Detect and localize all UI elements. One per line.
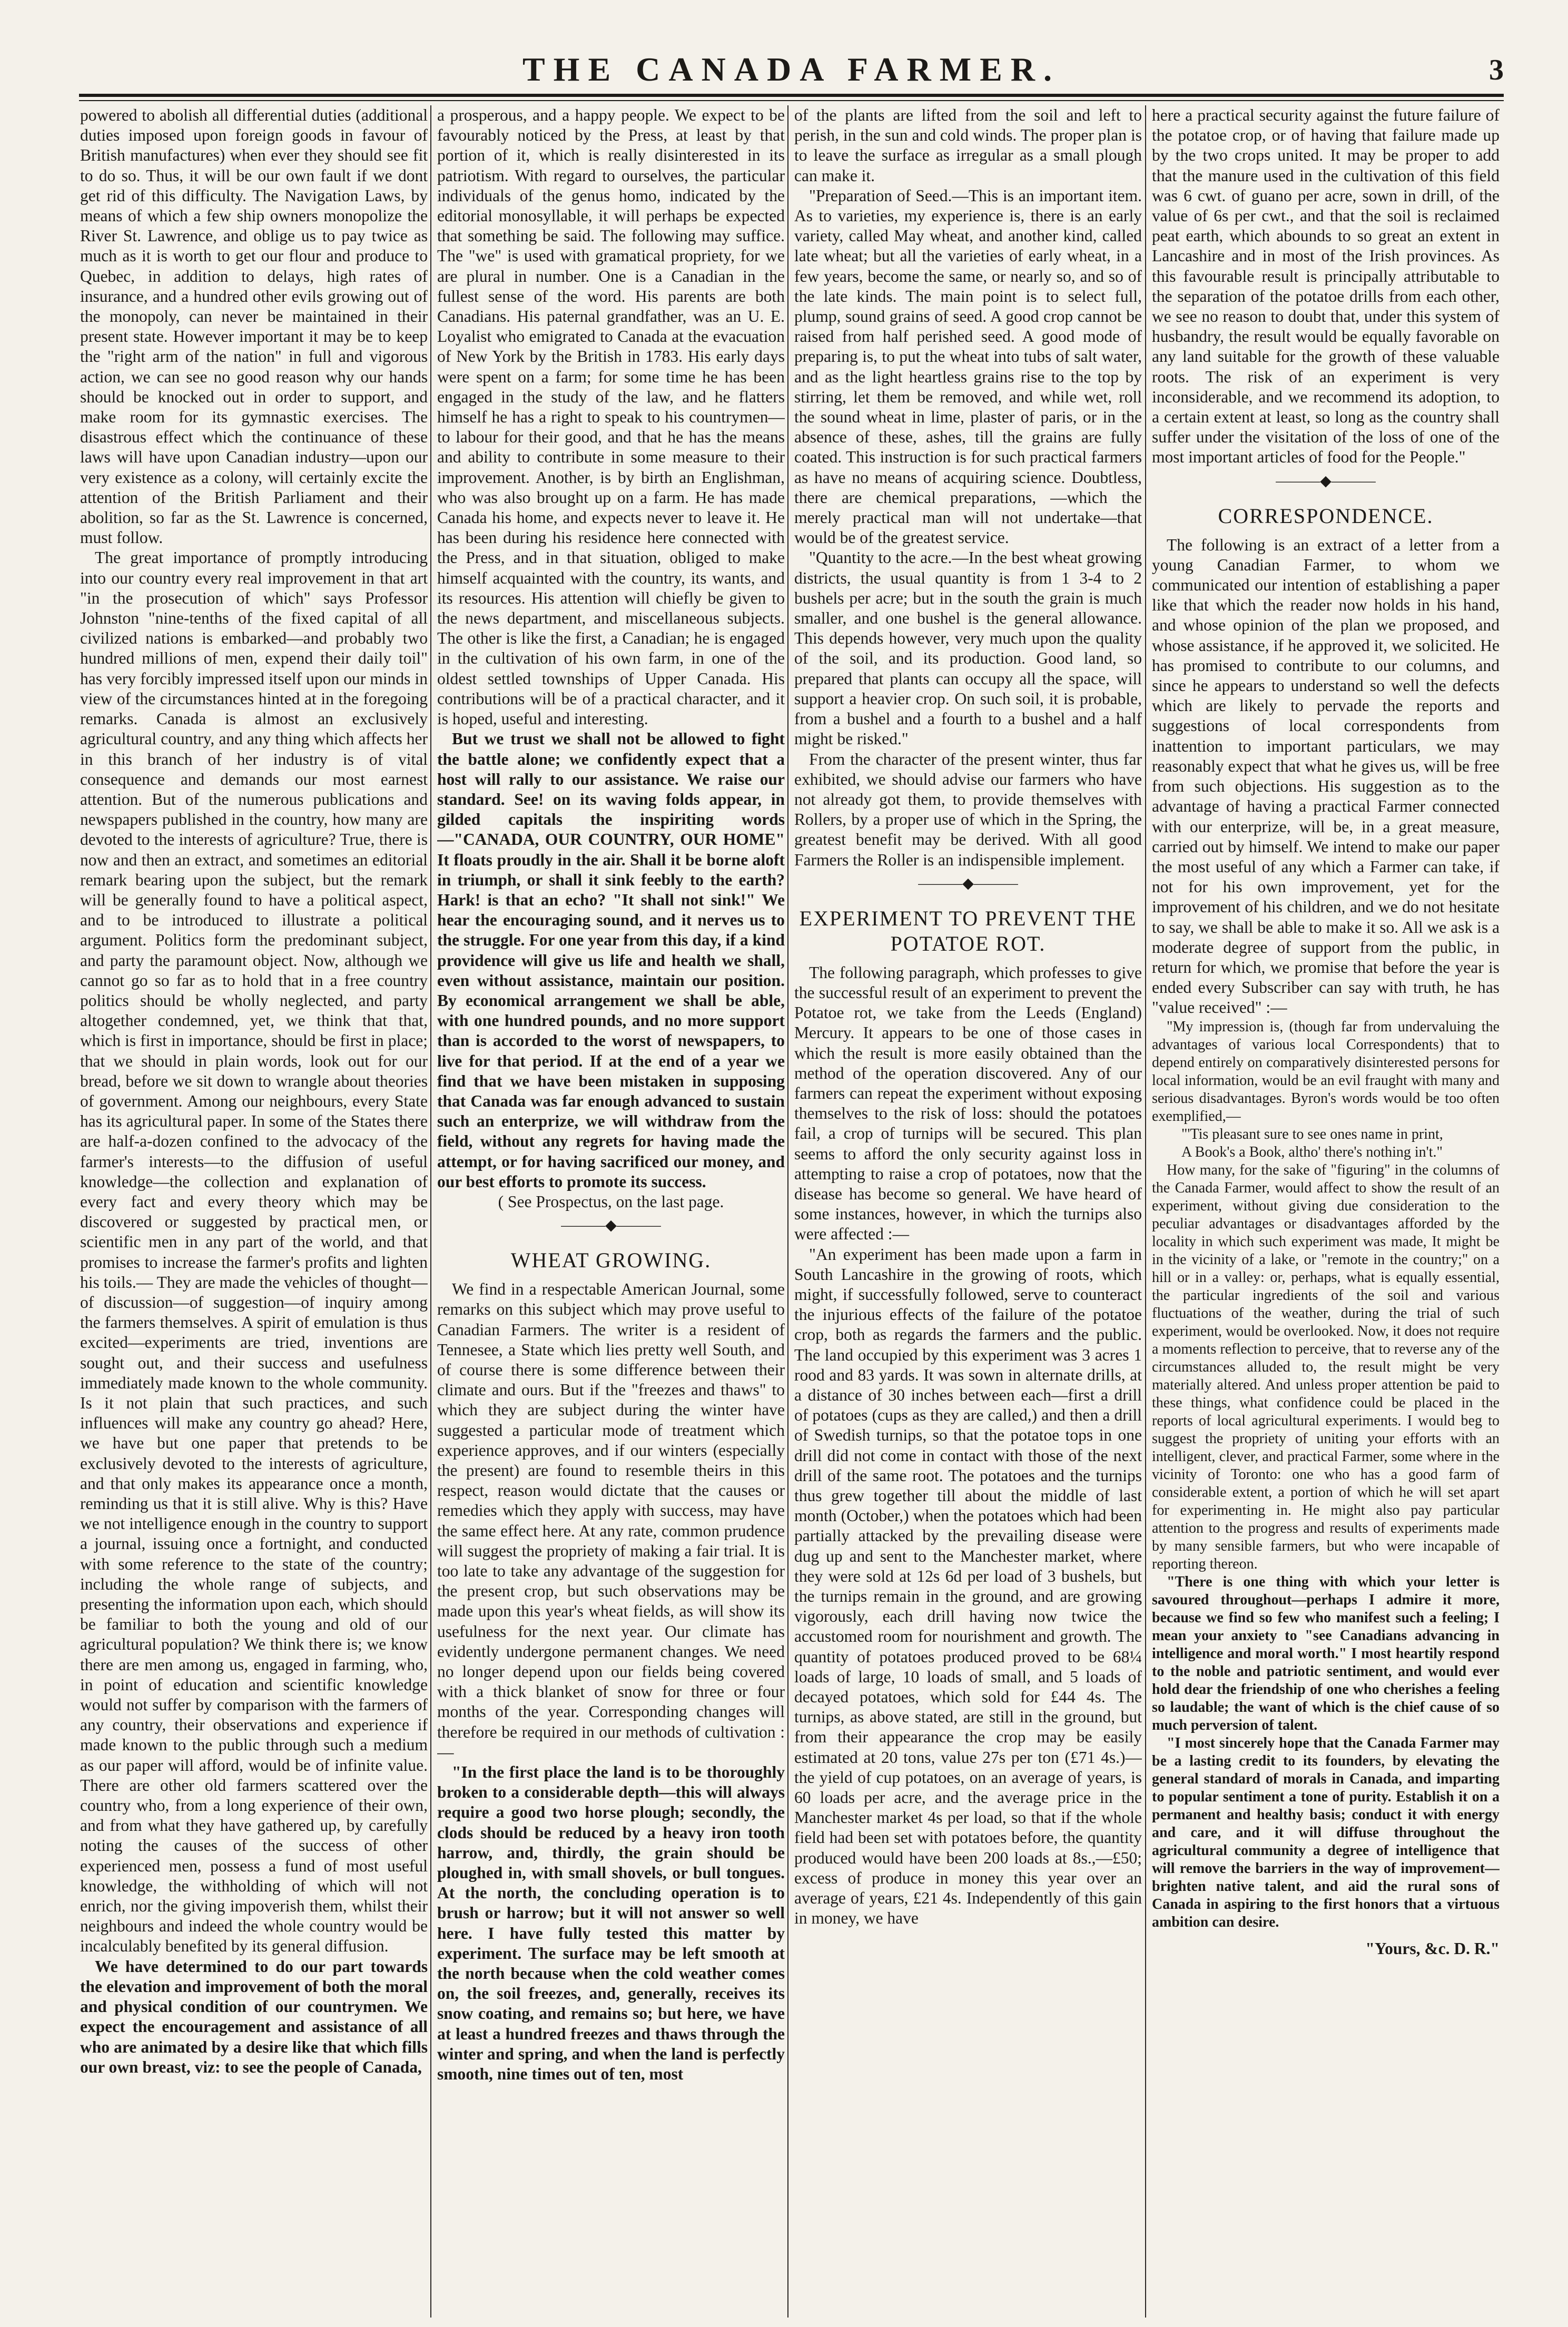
section-heading-correspondence: CORRESPONDENCE. bbox=[1218, 504, 1434, 528]
header-rule bbox=[79, 94, 1504, 97]
paragraph: here a practical security against the future failure of the potatoe crop, or of having that failure made up by the two crops united. It may be proper to add that the manure used in the cultivation of this field was 6 cwt. of guano per acre, sown in drill, of the value of 6s per cwt., and that the soil is reclaimed peat earth, which abounds to so great an extent in Lancashire and in most of the Irish provinces. As this favourable result is principally attributable to the separation of the potatoe drills from each other, we see no reason to doubt that, under this system of husbandry, the result would be equally favorable on any land suitable for the growth of these valuable roots. The risk of an experiment is very inconsiderable, and we recommend its adoption, to a certain extent at least, so long as the country shall suffer under the visitation of the loss of one of the most important articles of food for the People." bbox=[1152, 106, 1500, 467]
masthead: THE CANADA FARMER. bbox=[522, 51, 1061, 88]
paragraph: "Preparation of Seed.—This is an important item. As to varieties, my experience is, there is an early variety, called May wheat, and another kind, called late wheat; but all the varieties of early wheat, in a few years, become the same, or nearly so, and so of the late kinds. The main point is to select full, plump, sound grains of seed. A good crop cannot be raised from half perished seed. A good mode of preparing is, to put the wheat into tubs of salt water, and as the light heartless grains rise to the top by stirring, let them be removed, and while wet, roll the sound wheat in lime, plaster of paris, or in the absence of these, ashes, till the grains are fully coated. This instruction is for such practical farmers as have no means of acquiring science. Doubtless, there are chemical preparations, —which the merely practical man will not undertake—that would be of the greatest service. bbox=[794, 186, 1142, 547]
paragraph: How many, for the sake of "figuring" in the columns of the Canada Farmer, would affect to show the result of an experiment, without giving due consideration to the peculiar advantages or disadvantages afforded by the locality in which such experiment was made, It might be in the vicinity of a lake, or "remote in the country;" on a hill or in a valley: or, perhaps, what is equally essential, the particular ingredients of the soil and various fluctuations of the weather, during the trial of such experiment, would be overlooked. Now, it does not require a moments reflection to perceive, that to reverse any of the circumstances alluded to, the result might be very materially altered. And unless proper attention be paid to these things, what confidence could be placed in the reports of local agricultural experiments. I would beg to suggest the propriety of uniting your efforts with an intelligent, clever, and practical Farmer, some where in the vicinity of Toronto: one who has a good farm of considerable extent, a portion of which he will set apart for experimenting in. He might also pay particular attention to the progress and results of experiments made by many sensible farmers, but who were incapable of reporting thereon. bbox=[1152, 1161, 1500, 1572]
signature: "Yours, &c. D. R." bbox=[1365, 1939, 1500, 1958]
header-rule-thin bbox=[79, 100, 1504, 101]
paragraph: We have determined to do our part towards the elevation and improvement of both the moral and physical condition of our countrymen. We expect the encouragement and assistance of all who are animated by a desire like that which fills our own breast, viz: to see the people of Canada, bbox=[80, 1957, 428, 2076]
ornament-rule: ———◆——— bbox=[1276, 472, 1376, 489]
column-4 bbox=[1152, 105, 1500, 2318]
page-number: 3 bbox=[1489, 54, 1504, 86]
ornament-rule: ———◆——— bbox=[561, 1217, 661, 1234]
paragraph: a prosperous, and a happy people. We expect to be favourably noticed by the Press, at least by that portion of it, which is really disinterested in its patriotism. With regard to ourselves, the particular individuals of the genus homo, indicated by the editorial monosyllable, it will perhaps be expected that something be said. The following may suffice. The "we" is used with gramatical propriety, for we are plural in number. One is a Canadian in the fullest sense of the word. His parents are both Canadians. His paternal grandfather, was an U. E. Loyalist who emigrated to Canada at the evacuation of New York by the British in 1783. His early days were spent on a farm; for some time he has been engaged in the study of the law, and he flatters himself he has a right to speak to his countrymen—to labour for their good, and that he has the means and ability to contribute in some measure to their improvement. Another, is by birth an Englishman, who was also brought up on a farm. He has made Canada his home, and expects never to leave it. He has been during his residence here connected with the Press, and in that situation, obliged to make himself acquainted with the country, its wants, and its resources. His attention will chiefly be given to the news department, and miscellaneous subjects. The other is like the first, a Canadian; he is engaged in the cultivation of his own farm, in one of the oldest settled townships of Upper Canada. His contributions will be of a practical character, and it is hoped, useful and interesting. bbox=[437, 106, 785, 728]
column-3 bbox=[794, 105, 1142, 2318]
paragraph: of the plants are lifted from the soil and left to perish, in the sun and cold winds. The proper plan is to leave the surface as irregular as a small plough can make it. bbox=[794, 106, 1142, 185]
paragraph: "There is one thing with which your letter is savoured throughout—perhaps I admire it more, because we find so few who manifest such a feeling; I mean your anxiety to "see Canadians advancing in intelligence and moral worth." I most heartily respond to the noble and patriotic sentiment, and would ever hold dear the friendship of one who cherishes a feeling so laudable; the want of which is the chief cause of so much perversion of talent. bbox=[1152, 1573, 1500, 1733]
paragraph: The great importance of promptly introducing into our country every real improvement in that art "in the prosecution of which" says Professor Johnston "nine-tenths of the fixed capital of all civilized nations is embarked—and probably two hundred millions of men, expend their daily toil" has very forcibly impressed itself upon our minds in view of the circumstances hinted at in the foregoing remarks. Canada is almost an exclusively agricultural country, and any thing which affects her in this branch of her industry is of vital consequence and demands our most earnest attention. But of the numerous publications and newspapers published in the country, how many are devoted to the interests of agriculture? True, there is now and then an extract, and sometimes an editorial remark bearing upon the subject, but the remark will be generally found to have a political aspect, and to be introduced to illustrate a political argument. Politics form the predominant subject, and party the paramount object. Now, although we cannot go so far as to hold that in a free country politics should be wholly neglected, and party altogether condemned, yet, we think that that, which is first in importance, should be first in place; that we should in plain words, look out for our bread, before we sit down to wrangle about theories of government. Among our neighbours, every State has its agricultural paper. In some of the States there are half-a-dozen confined to the advocacy of the farmer's interests—to the diffusion of useful knowledge—the collection and explanation of every fact and every theory which may be discovered or suggested by practical men, or scientific men in any part of the world, and that promises to increase the farmer's profits and lighten his toils.— They are made the vehicles of thought—of discussion—of suggestion—of inquiry among the farmers themselves. A spirit of emulation is thus excited—experiments are tried, inventions are sought out, and their success and usefulness immediately made known to the whole community. Is it not plain that such practices, and such influences will make any country go ahead? Here, we have but one paper that pretends to be exclusively devoted to the interests of agriculture, and that only makes its appearance once a month, reminding us that it is still alive. Why is this? Have we not intelligence enough in the country to support a journal, issuing once a fortnight, and conducted with some reference to the state of the country; including the whole range of subjects, and presenting the information upon each, which should be familiar to both the young and old of our agricultural population? We think there is; we know there are men among us, engaged in farming, who, in point of education and scientific knowledge would not suffer by comparison with the farmers of any country, their observations and experience if made known to the public through such a medium as our paper will afford, would be of infinite value. There are other old farmers scattered over the country who, from a long experience of their own, and from what they have gathered up, by carefully noting the causes of the success of other experienced men, possess a fund of most useful knowledge, the withholding of which will not enrich, nor the giving impoverish them, whilst their neighbours and indeed the whole country would be incalculably benefited by its general diffusion. bbox=[80, 548, 428, 1956]
column-divider bbox=[1145, 105, 1146, 2318]
paragraph: "An experiment has been made upon a farm in South Lancashire in the growing of roots, which might, if successfully followed, serve to counteract the injurious effects of the failure of the potatoe crop, both as regards the farmers and the public. The land occupied by this experiment was 3 acres 1 rood and 83 yards. It was sown in alternate drills, at a distance of 30 inches between each—first a drill of potatoes (cups as they are called,) and then a drill of Swedish turnips, so that the potatoe tops in one drill did not come in contact with those of the next drill of the same root. The potatoes and the turnips thus grew together till about the middle of last month (October,) when the potatoes which had been partially attacked by the prevailing disease were dug up and sent to the Manchester market, where they were sold at 12s 6d per load of 3 bushels, but the turnips remain in the ground, and are growing vigorously, each drill having now twice the accustomed room for nourishment and growth. The quantity of potatoes produced proved to be 68¼ loads of large, 10 loads of small, and 5 loads of decayed potatoes, which sold for £44 4s. The turnips, as above stated, are still in the ground, but from their appearance the crop may be easily estimated at 20 tons, value 27s per ton (£71 4s.)—the yield of cup potatoes, on an average of years, is 60 loads per acre, and the average price in the Manchester market 4s per load, so that if the whole field had been set with potatoes before, the quantity produced would have been 200 loads at 8s.,—£50; excess of produce in money this year over an average of years, £21 4s. Independently of this gain in money, we have bbox=[794, 1245, 1142, 1928]
verse-line: "'Tis pleasant sure to see ones name in print, bbox=[1181, 1126, 1443, 1142]
paragraph: "In the first place the land is to be thoroughly broken to a considerable depth—this will always require a good two horse plough; secondly, the clods should be reduced by a heavy iron tooth harrow, and, thirdly, the grain should be ploughed in, with small shovels, or bull tongues. At the north, the concluding operation is to brush or harrow; but it will not answer so well here. I have fully tested this matter by experiment. The surface may be left smooth at the north because when the cold weather comes on, the soil freezes, and, generally, receives its snow coating, and remains so; but here, we have at least a hundred freezes and thaws through the winter and spring, and when the land is perfectly smooth, nine times out of ten, most bbox=[437, 1763, 785, 2084]
paragraph: "Quantity to the acre.—In the best wheat growing districts, the usual quantity is from 1 3-4 to 2 bushels per acre; but in the south the grain is much smaller, and one bushel is the general allowance. This depends however, very much upon the quality of the soil, and its production. Good land, so prepared that plants can occupy all the space, will support a heavier crop. On such soil, it is probable, from a bushel and a fourth to a bushel and a half might be risked." bbox=[794, 548, 1142, 748]
paragraph: powered to abolish all differential duties (additional duties imposed upon foreign goods in favour of British manufactures) when ever they should see fit to do so. Thus, it will be our own fault if we dont get rid of this difficulty. The Navigation Laws, by means of which a few ship owners monopolize the River St. Lawrence, and oblige us to pay twice as much as it is worth to get our flour and produce to Quebec, in addition to delays, high rates of insurance, and a hundred other evils growing out of the monopoly, can never be maintained in their present state. However important it may be to keep the "right arm of the nation" in full and vigorous action, we can see no good reason why our hands should be knocked out in order to support, and make room for its gymnastic exercises. The disastrous effect which the continuance of these laws will have upon Canadian industry—upon our very existence as a colony, will certainly excite the attention of the British Parliament and their abolition, so far as the St. Lawrence is concerned, must follow. bbox=[80, 106, 428, 547]
column-divider bbox=[787, 105, 788, 2318]
column-2 bbox=[437, 105, 785, 2318]
prospectus-note: ( See Prospectus, on the last page. bbox=[498, 1192, 724, 1211]
paragraph: "I most sincerely hope that the Canada Farmer may be a lasting credit to its founders, by elevating the general standard of morals in Canada, and imparting to popular sentiment a tone of purity. Establish it on a permanent and healthy basis; conduct it with energy and care, and it will diffuse throughout the agricultural community a degree of intelligence that will remove the barriers in the way of improvement—brighten native talent, and aid the rural sons of Canada in aspiring to the first honors that a virtuous ambition can desire. bbox=[1152, 1734, 1500, 1930]
paragraph: The following paragraph, which professes to give the successful result of an experiment to prevent the Potatoe rot, we take from the Leeds (England) Mercury. It appears to be one of those cases in which the result is more easily obtained than the method of the operation discovered. Any of our farmers can repeat the experiment without exposing themselves to the risk of loss: should the potatoes fail, a crop of turnips will be secured. This plan seems to afford the only security against loss in attempting to raise a crop of potatoes, now that the disease has become so general. We have heard of some instances, however, in which the turnips also were affected :— bbox=[794, 963, 1142, 1244]
paragraph: The following is an extract of a letter from a young Canadian Farmer, to whom we communicated our intention of establishing a paper like that which the reader now holds in his hand, and whose opinion of the plan we proposed, and whose assistance, if he approved it, we solicited. He has promised to contribute to our columns, and since he appears to understand so well the defects which are likely to pervade the reports and suggestions of local correspondents from inattention to important particulars, we may reasonably expect that what he gives us, will be free from such objections. His suggestion as to the advantage of having a practical Farmer connected with our enterprize, will be, in a great measure, carried out by himself. We intend to make our paper the most useful of any which a Farmer can take, if not for his own improvement, yet for the improvement of his children, and we do not hesitate to say, we shall be able to make it so. All we ask is a moderate degree of support from the public, in return for which, we promise that before the year is ended every Subscriber can say with truth, he has "value received" :— bbox=[1152, 535, 1500, 1017]
paragraph: But we trust we shall not be allowed to fight the battle alone; we confidently expect that a host will rally to our assistance. We raise our standard. See! on its waving folds appear, in gilded capitals the inspiriting words—"CANADA, OUR COUNTRY, OUR HOME" It floats proudly in the air. Shall it be borne aloft in triumph, or shall it sink feebly to the earth? Hark! is that an echo? "It shall not sink!" We hear the encouraging sound, and it nerves us to the struggle. For one year from this day, if a kind providence will give us life and health we shall, even without assistance, maintain our position. By economical arrangement we shall be able, with one hundred pounds, and no more support than is accorded to the worst of newspapers, to live for that period. If at the end of a year we find that we have been mistaken in supposing that Canada was far enough advanced to sustain such an enterprize, we will withdraw from the field, without any regrets for having made the attempt, or for having sacrificed our money, and our best efforts to promote its success. bbox=[437, 729, 785, 1191]
paragraph: "My impression is, (though far from undervaluing the advantages of various local Correspondents) that to depend entirely on comparatively disinterested persons for local information, would be an evil fraught with many and serious disadvantages. Byron's words would be too often exemplified,— bbox=[1152, 1018, 1500, 1125]
section-heading-potatoe: EXPERIMENT TO PREVENT THE POTATOE ROT. bbox=[799, 906, 1137, 955]
ornament-rule: ———◆——— bbox=[918, 875, 1018, 892]
column-divider bbox=[430, 105, 431, 2318]
column-1 bbox=[80, 105, 428, 2318]
verse-line: A Book's a Book, altho' there's nothing in't." bbox=[1181, 1143, 1443, 1160]
paragraph: We find in a respectable American Journal, some remarks on this subject which may prove useful to Canadian Farmers. The writer is a resident of Tennesee, a State which lies pretty well South, and of course there is some difference between their climate and ours. But if the "freezes and thaws" to which they are subject during the winter have suggested a particular mode of treatment which experience approves, and if our winters (especially the present) are found to resemble theirs in this respect, reason would dictate that the causes or remedies which they apply with success, may have the same effect here. At any rate, common prudence will suggest the propriety of making a fair trial. It is too late to take any advantage of the suggestion for the present crop, but such observations may be made upon this year's wheat fields, as will show its usefulness for the next year. Our climate has evidently undergone permanent changes. We need no longer depend upon our fields being covered with a thick blanket of snow for three or four months of the year. Corresponding changes will therefore be required in our methods of cultivation :— bbox=[437, 1280, 785, 1761]
section-heading-wheat: WHEAT GROWING. bbox=[510, 1248, 712, 1273]
paragraph: From the character of the present winter, thus far exhibited, we should advise our farmers who have not already got them, to provide themselves with Rollers, by a proper use of which in the Spring, the greatest benefit may be derived. With all good Farmers the Roller is an indispensible implement. bbox=[794, 750, 1142, 869]
